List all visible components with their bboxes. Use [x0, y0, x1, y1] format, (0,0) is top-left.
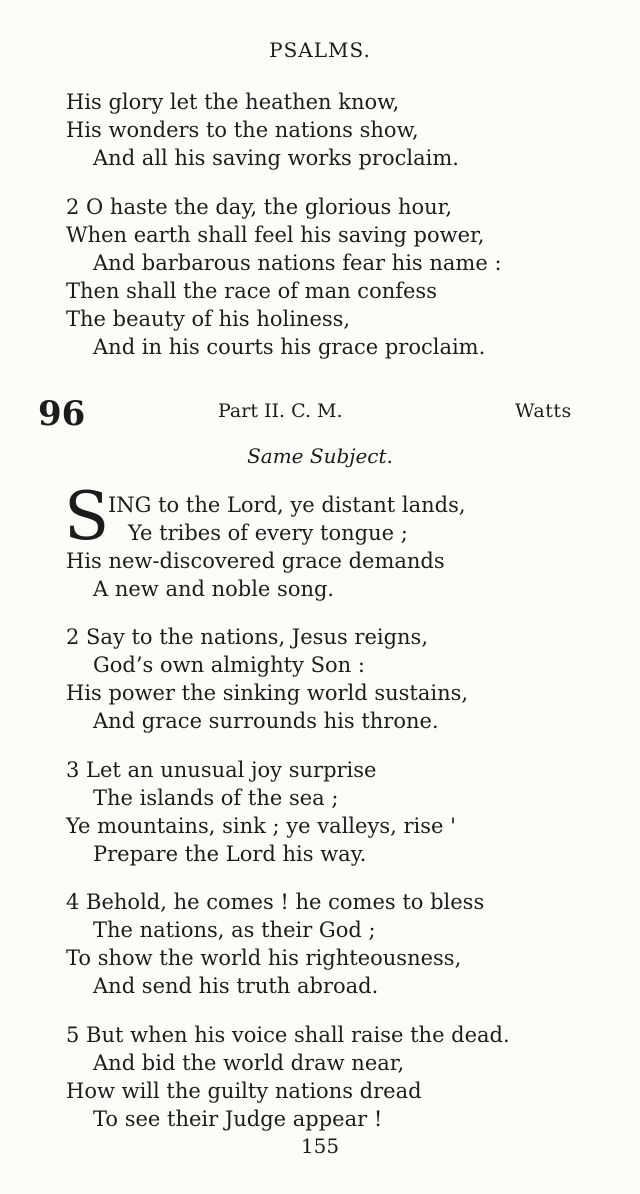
hymn-meter: Part II. C. M.: [218, 400, 343, 422]
verse-line: How will the guilty nations dread: [66, 1079, 422, 1103]
verse-line: God’s own almighty Son :: [93, 653, 365, 677]
verse-line: And in his courts his grace proclaim.: [93, 335, 486, 359]
verse-line: 3 Let an unusual joy surprise: [66, 758, 377, 782]
verse-line: When earth shall feel his saving power,: [66, 223, 485, 247]
verse-line: The islands of the sea ;: [93, 786, 339, 810]
verse-line: And grace surrounds his throne.: [93, 709, 439, 733]
verse-line: Prepare the Lord his way.: [93, 842, 367, 866]
verse-line: The beauty of his holiness,: [66, 307, 351, 331]
verse-line: His wonders to the nations show,: [66, 118, 419, 142]
drop-cap: S: [64, 478, 110, 555]
verse-line: Then shall the race of man confess: [66, 279, 437, 303]
verse-line: A new and noble song.: [93, 577, 335, 601]
verse-line: Ye mountains, sink ; ye valleys, rise ': [66, 814, 456, 838]
verse-line: The nations, as their God ;: [93, 918, 376, 942]
hymn-number: 96: [38, 394, 86, 434]
verse-line: His power the sinking world sustains,: [66, 681, 469, 705]
verse-line: 2 O haste the day, the glorious hour,: [66, 195, 453, 219]
verse-line: ING to the Lord, ye distant lands,: [108, 493, 466, 517]
verse-line: His new-discovered grace demands: [66, 549, 445, 573]
verse-line: 4 Behold, he comes ! he comes to bless: [66, 890, 485, 914]
hymn-subtitle: Same Subject.: [247, 444, 393, 468]
verse-line: And barbarous nations fear his name :: [93, 251, 502, 275]
verse-line: To see their Judge appear !: [93, 1107, 383, 1131]
verse-line: To show the world his righteousness,: [66, 946, 462, 970]
verse-line: 5 But when his voice shall raise the dead.: [66, 1023, 510, 1047]
page-header: PSALMS.: [269, 38, 371, 62]
verse-line: Ye tribes of every tongue ;: [128, 521, 408, 545]
hymn-author: Watts: [515, 400, 572, 422]
verse-line: And bid the world draw near,: [93, 1051, 405, 1075]
page-number: 155: [300, 1134, 340, 1158]
verse-line: And send his truth abroad.: [93, 974, 379, 998]
verse-line: And all his saving works proclaim.: [93, 146, 459, 170]
verse-line: His glory let the heathen know,: [66, 90, 400, 114]
verse-line: 2 Say to the nations, Jesus reigns,: [66, 625, 429, 649]
